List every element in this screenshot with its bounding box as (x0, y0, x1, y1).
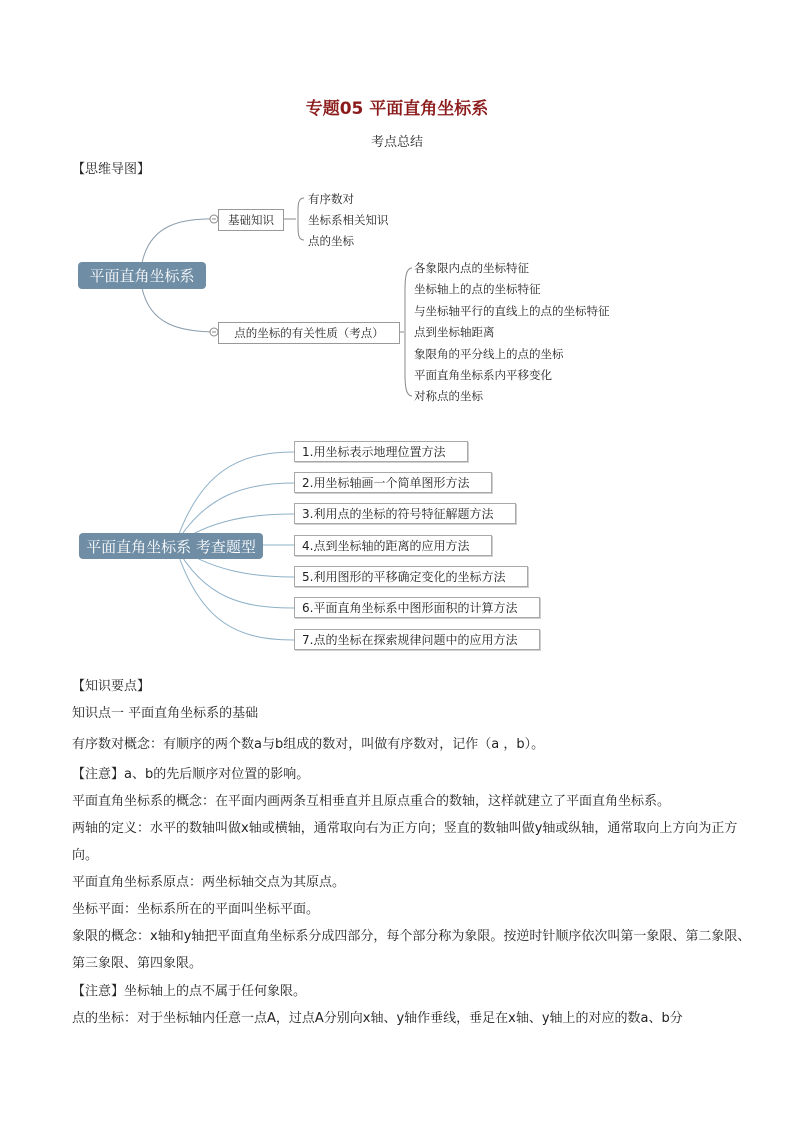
connector-root-basic (142, 219, 218, 263)
question-type-1[interactable]: 1.用坐标表示地理位置方法 (294, 441, 468, 462)
leaf-translation-change: 平面直角坐标系内平移变化 (414, 368, 552, 382)
mindmap1-root[interactable]: 平面直角坐标系 (78, 262, 206, 289)
connector-root-property (142, 288, 218, 332)
para-point-coordinates: 点的坐标：对于坐标轴内任意一点A，过点A分别向x轴、y轴作垂线，垂足在x轴、y轴上的对应的数a、b分 (72, 1011, 683, 1026)
leaf-parallel-line-features: 与坐标轴平行的直线上的点的坐标特征 (414, 304, 610, 318)
leaf-coordinate-system-knowledge: 坐标系相关知识 (308, 213, 389, 227)
section-knowledge-heading: 【知识要点】 (72, 679, 151, 694)
document-title: 专题05 平面直角坐标系 (305, 99, 489, 119)
mindmap2-root[interactable]: 平面直角坐标系 考查题型 (79, 533, 263, 559)
question-type-4[interactable]: 4.点到坐标轴的距离的应用方法 (294, 535, 492, 556)
question-type-6[interactable]: 6.平面直角坐标系中图形面积的计算方法 (294, 597, 540, 618)
section-mindmap-heading: 【思维导图】 (72, 162, 151, 177)
branch-point-properties[interactable]: 点的坐标的有关性质（考点） (218, 322, 400, 344)
question-type-5[interactable]: 5.利用图形的平移确定变化的坐标方法 (294, 566, 528, 587)
para-note-order: 【注意】a、b的先后顺序对位置的影响。 (72, 767, 310, 782)
brace-property (405, 268, 412, 396)
para-quadrants: 象限的概念：x轴和y轴把平面直角坐标系分成四部分，每个部分称为象限。按逆时针顺序依次叫第一象限、第二象限、第三象限、第四象限。 (72, 929, 751, 971)
leaf-point-coordinates: 点的坐标 (308, 234, 354, 248)
para-ordered-pair: 有序数对概念：有顺序的两个数a与b组成的数对，叫做有序数对，记作（a ，b）。 (72, 737, 545, 752)
para-axes-definition: 两轴的定义：水平的数轴叫做x轴或横轴，通常取向右为正方向；竖直的数轴叫做y轴或纵轴，通常取向上方向为正方向。 (72, 821, 738, 863)
leaf-quadrant-features: 各象限内点的坐标特征 (414, 261, 529, 275)
leaf-bisector-points: 象限角的平分线上的点的坐标 (414, 347, 564, 361)
brace-basic (298, 198, 304, 240)
para-origin: 平面直角坐标系原点：两坐标轴交点为其原点。 (72, 875, 346, 890)
knowledge-point-1-heading: 知识点一 平面直角坐标系的基础 (72, 706, 259, 721)
document-subtitle: 考点总结 (370, 135, 423, 150)
question-type-7[interactable]: 7.点的坐标在探索规律问题中的应用方法 (294, 629, 540, 650)
para-coordinate-system: 平面直角坐标系的概念：在平面内画两条互相垂直并且原点重合的数轴，这样就建立了平面直角坐标系。 (72, 794, 671, 809)
para-note-axis-points: 【注意】坐标轴上的点不属于任何象限。 (72, 984, 307, 999)
leaf-distance-to-axis: 点到坐标轴距离 (414, 325, 495, 339)
leaf-ordered-pair: 有序数对 (308, 192, 354, 206)
para-coordinate-plane: 坐标平面：坐标系所在的平面叫坐标平面。 (72, 902, 320, 917)
branch-basic-knowledge[interactable]: 基础知识 (218, 209, 284, 231)
leaf-axis-point-features: 坐标轴上的点的坐标特征 (414, 282, 541, 296)
question-type-3[interactable]: 3.利用点的坐标的符号特征解题方法 (294, 503, 516, 524)
leaf-symmetric-points: 对称点的坐标 (414, 389, 483, 403)
question-type-2[interactable]: 2.用坐标轴画一个简单图形方法 (294, 472, 492, 493)
